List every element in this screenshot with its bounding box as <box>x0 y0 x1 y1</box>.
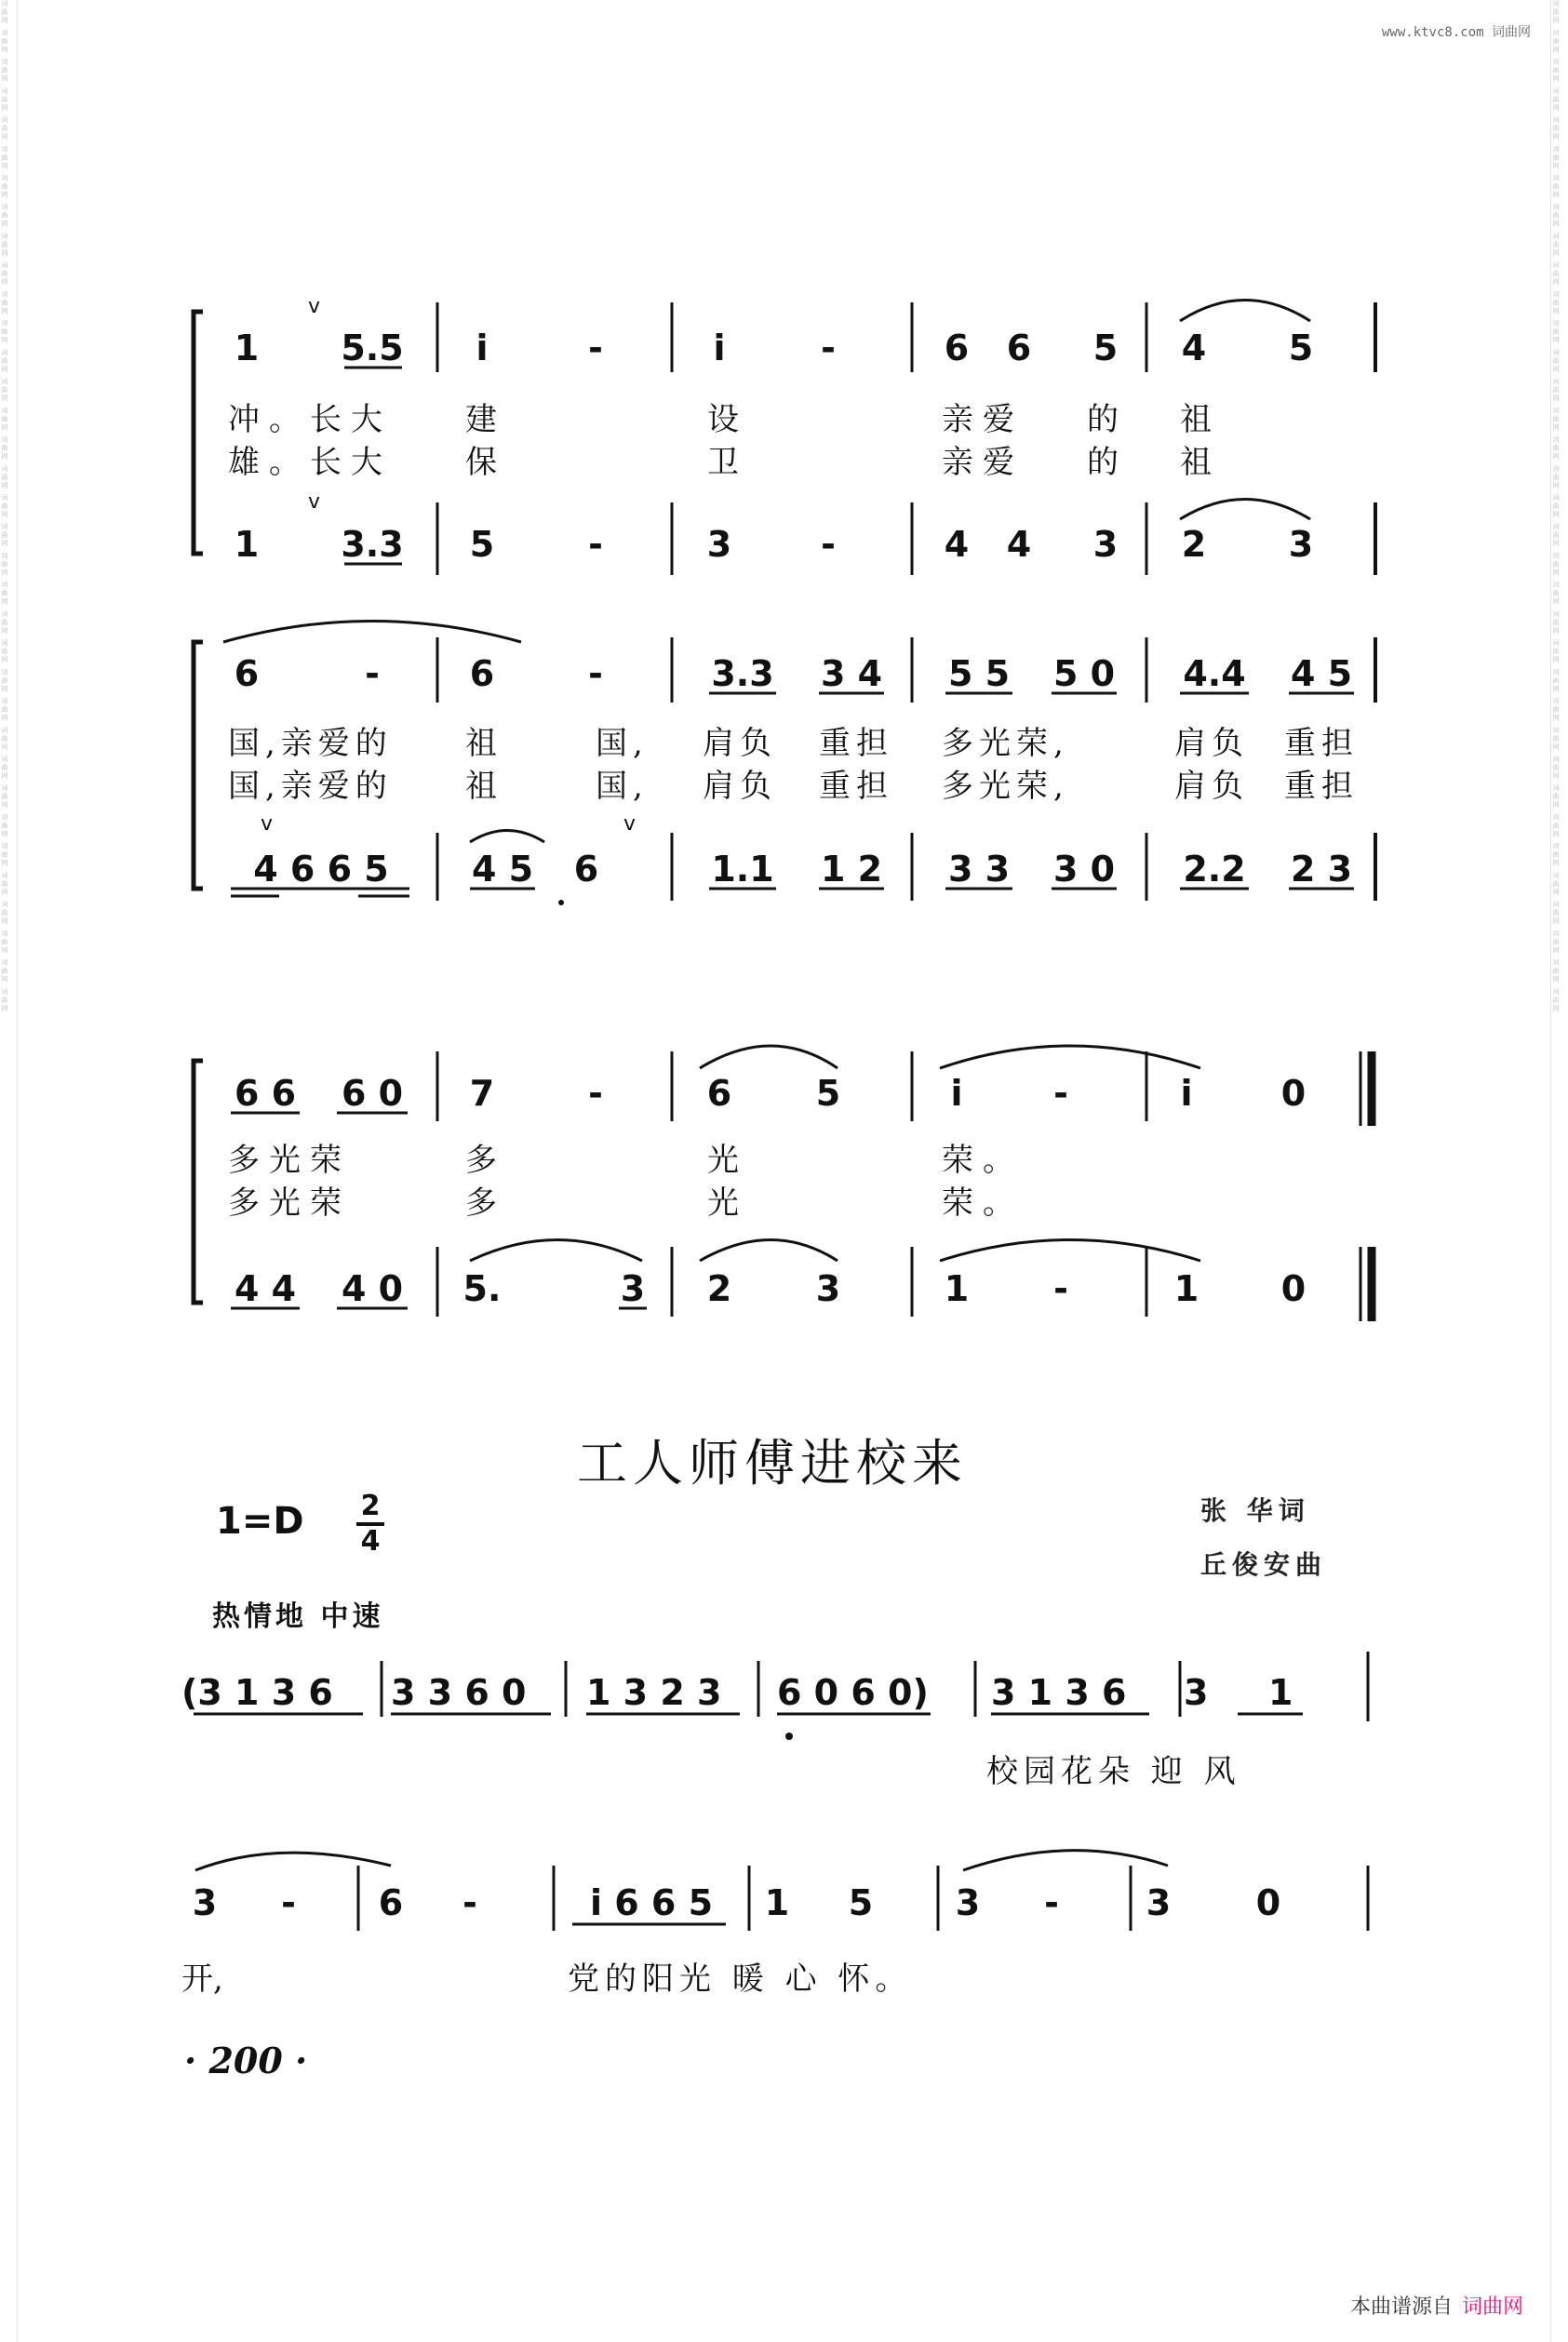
lyric: 建 <box>465 401 506 438</box>
lyric: 党的阳光 暖 心 怀。 <box>568 1961 913 1998</box>
lyric: 肩负 <box>1174 768 1249 805</box>
note: i <box>476 328 489 368</box>
time-signature <box>356 1492 384 1556</box>
tempo-marking: 热情地 中速 <box>212 1600 384 1633</box>
note: 6 <box>234 653 260 694</box>
note: 3 <box>815 1268 841 1309</box>
note: 1 <box>1173 1268 1199 1309</box>
note: 3 <box>192 1882 218 1923</box>
note: 5 <box>1092 328 1119 368</box>
note: 3 <box>955 1882 981 1923</box>
svg-text:v: v <box>261 812 274 836</box>
svg-text:v: v <box>308 490 321 514</box>
note: 6 <box>944 328 970 368</box>
note: 4.4 <box>1183 653 1246 694</box>
note: 6 <box>469 653 495 694</box>
lyric: 重担 <box>819 768 893 805</box>
lyric: 的 <box>1087 444 1128 481</box>
note: 4 5 <box>471 849 534 890</box>
note: 3 <box>620 1268 646 1309</box>
lyric: 祖 <box>465 768 503 805</box>
note: 3 4 <box>820 653 883 694</box>
note: 3 0 <box>1052 849 1116 890</box>
note: 6 <box>706 1073 732 1114</box>
note: 3 <box>1288 524 1314 565</box>
lyric: 多光荣, <box>942 725 1069 762</box>
note: 3 3 <box>947 849 1011 890</box>
note: 3.3 <box>341 524 404 565</box>
note: 5 <box>848 1882 874 1923</box>
key-signature: 1=D <box>216 1500 304 1543</box>
song2-line-1 <box>181 1652 1368 1790</box>
lyric: 多光荣, <box>942 768 1069 805</box>
note: - <box>588 524 603 565</box>
note: 3 <box>1092 524 1119 565</box>
note: 0 <box>1255 1882 1281 1923</box>
lyric: 设 <box>707 401 748 438</box>
note: 4 <box>1181 328 1207 368</box>
note: 4 6 6 5 <box>253 849 389 890</box>
note: 7 <box>469 1073 495 1114</box>
note: 5 <box>815 1073 841 1114</box>
note: 6 <box>573 849 599 890</box>
footer-brand-link[interactable]: 词曲网 <box>1461 2295 1523 2319</box>
note: 2 <box>706 1268 732 1309</box>
lyric: 多 <box>465 1184 506 1222</box>
lyric: 亲爱 <box>942 401 1024 438</box>
note: 3 1 3 6 <box>991 1672 1127 1713</box>
page-number: · 200 · <box>184 2040 308 2081</box>
lyric: 卫 <box>707 444 748 481</box>
lyric: 祖 <box>1180 444 1221 481</box>
note: 6 6 <box>234 1073 297 1114</box>
note: - <box>1053 1268 1068 1309</box>
note: 5 <box>1288 328 1314 368</box>
note: 5 5 <box>947 653 1011 694</box>
note: 2 <box>1181 524 1207 565</box>
note: 6 <box>378 1882 404 1923</box>
note: 6 <box>1006 328 1032 368</box>
note: - <box>1044 1882 1059 1923</box>
left-watermark-strip: 词曲网 词曲网 词曲网 词曲网 词曲网 词曲网 词曲网 词曲网 词曲网 词曲网 词曲网 词曲网 词曲网 词曲网 词曲网 词曲网 词曲网 词曲网 词曲网 词曲网 词曲网 词曲网 词曲网 词曲网 词曲网 词曲网 词曲网 词曲网 词曲网 词曲网 词曲网 词曲网 词曲网 词曲网 词曲网 <box>1 0 8 1013</box>
lyric: 雄。长大 <box>228 444 392 481</box>
note: 1 <box>1268 1672 1293 1713</box>
note: i <box>713 328 726 368</box>
note: - <box>1053 1073 1068 1114</box>
note: - <box>588 1073 603 1114</box>
lyric: 亲爱 <box>942 444 1024 481</box>
note: 1 3 2 3 <box>586 1672 722 1713</box>
note: 6 0 6 0) <box>777 1672 929 1713</box>
note: i <box>1180 1073 1193 1114</box>
lyric: 校园花朵 迎 风 <box>986 1753 1241 1790</box>
note: 2 3 <box>1290 849 1353 890</box>
lyric: 国, <box>596 768 649 805</box>
lyric: 多光荣 <box>228 1142 351 1179</box>
lyric: 国,亲爱的 <box>228 768 393 805</box>
lyric: 国,亲爱的 <box>228 725 393 762</box>
note: 0 <box>1280 1073 1307 1114</box>
lyric: 光 <box>707 1184 748 1222</box>
note: 4 0 <box>341 1268 404 1309</box>
lyric: 祖 <box>465 725 503 762</box>
note: 1 <box>234 524 260 565</box>
site-label: 词曲网 <box>1492 25 1531 40</box>
svg-text:v: v <box>623 812 637 836</box>
note: 3 3 6 0 <box>391 1672 527 1713</box>
note: 5 0 <box>1052 653 1116 694</box>
note: 1 <box>944 1268 970 1309</box>
brace <box>194 312 203 554</box>
lyric: 保 <box>465 444 506 481</box>
song-title: 工人师傅进校来 <box>577 1434 968 1492</box>
site-url-text[interactable]: www.ktvc8.com <box>1381 25 1484 40</box>
note: 1 <box>764 1882 790 1923</box>
note: 1 <box>234 328 260 368</box>
composer-credit: 丘俊安曲 <box>1200 1549 1328 1580</box>
note: 1.1 <box>711 849 774 890</box>
note: 0 <box>1280 1268 1307 1309</box>
note: 3 <box>1184 1672 1209 1713</box>
lyric: 开, <box>181 1961 223 1998</box>
note: 4 4 <box>234 1268 297 1309</box>
system-1 <box>194 295 1375 575</box>
note: 5.5 <box>341 328 404 368</box>
system-3 <box>194 1046 1372 1321</box>
song2-line-2 <box>181 1851 1368 1998</box>
note: 4 5 <box>1290 653 1353 694</box>
lyric: 光 <box>707 1142 748 1179</box>
note: 2.2 <box>1183 849 1246 890</box>
note: - <box>365 653 380 694</box>
note: - <box>821 328 836 368</box>
note: - <box>588 328 603 368</box>
lyric: 多 <box>465 1142 506 1179</box>
note: - <box>281 1882 296 1923</box>
lyric: 肩负 <box>703 768 777 805</box>
right-watermark-strip: 词曲网 词曲网 词曲网 词曲网 词曲网 词曲网 词曲网 词曲网 词曲网 词曲网 词曲网 词曲网 词曲网 词曲网 词曲网 词曲网 词曲网 词曲网 词曲网 词曲网 词曲网 词曲网 词曲网 词曲网 词曲网 词曲网 词曲网 词曲网 词曲网 词曲网 词曲网 词曲网 词曲网 词曲网 词曲网 <box>1552 0 1560 1013</box>
note: 6 0 <box>341 1073 404 1114</box>
note: 4 <box>1006 524 1032 565</box>
lyric: 祖 <box>1180 401 1221 438</box>
lyric: 荣。 <box>942 1142 1024 1179</box>
note: 5. <box>462 1268 502 1309</box>
svg-text:v: v <box>308 295 321 318</box>
lyric: 重担 <box>1284 725 1359 762</box>
note: i <box>950 1073 963 1114</box>
lyric: 重担 <box>819 725 893 762</box>
note: 4 <box>944 524 970 565</box>
note: - <box>821 524 836 565</box>
note: 1 2 <box>820 849 883 890</box>
time-bottom: 4 <box>360 1525 381 1558</box>
lyric: 肩负 <box>703 725 777 762</box>
note: (3 1 3 6 <box>181 1672 333 1713</box>
note: - <box>462 1882 477 1923</box>
system-2 <box>194 622 1375 906</box>
note: - <box>588 653 603 694</box>
note: 5 <box>469 524 495 565</box>
footer-text: 本曲谱源自 <box>1349 2295 1453 2319</box>
note: 3 <box>706 524 732 565</box>
note: 3 <box>1146 1882 1172 1923</box>
lyric: 肩负 <box>1174 725 1249 762</box>
lyric: 重担 <box>1284 768 1359 805</box>
time-top: 2 <box>360 1490 381 1522</box>
lyric: 多光荣 <box>228 1184 351 1222</box>
lyric: 荣。 <box>942 1184 1024 1222</box>
note: i 6 6 5 <box>589 1882 714 1923</box>
footer-source[interactable] <box>1350 2291 1523 2320</box>
note: 3.3 <box>711 653 774 694</box>
lyric: 的 <box>1087 401 1128 438</box>
lyric: 冲。长大 <box>228 401 392 438</box>
lyric: 国, <box>596 725 649 762</box>
lyricist-credit: 张 华词 <box>1200 1495 1310 1526</box>
